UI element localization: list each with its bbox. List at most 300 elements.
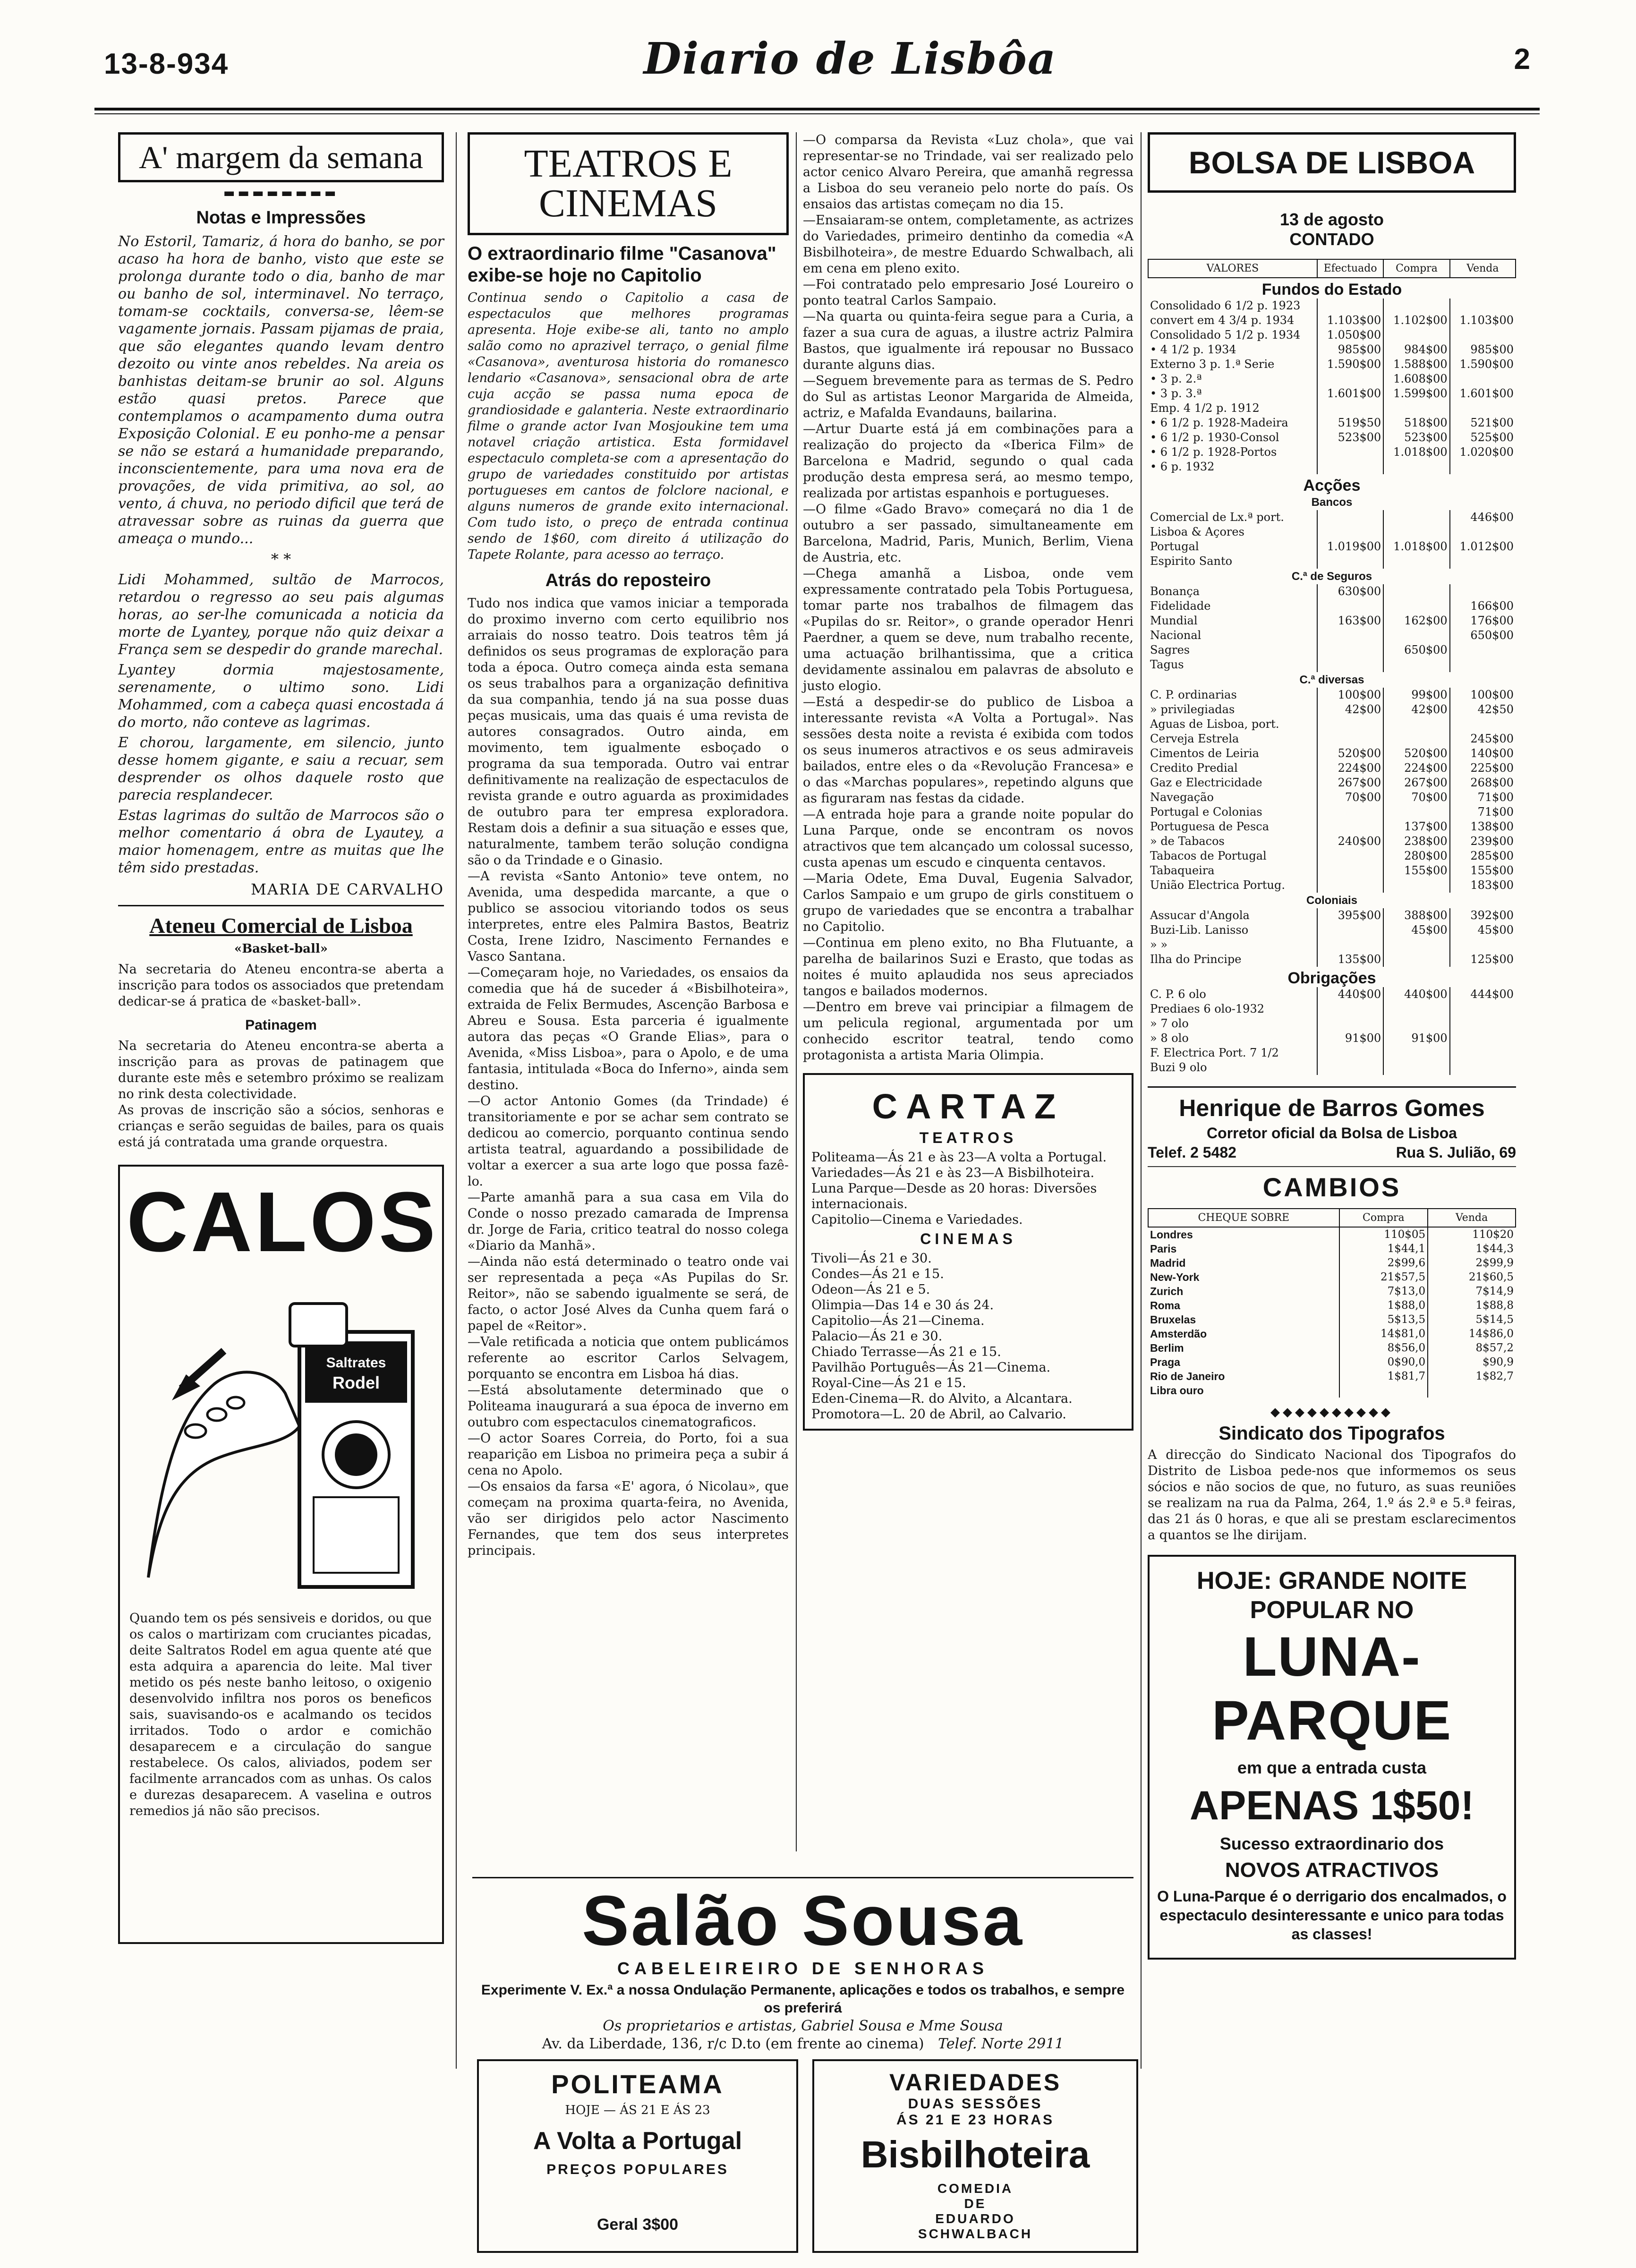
row-value: 163$00 bbox=[1317, 614, 1383, 628]
cartaz-teatros-label: TEATROS bbox=[919, 1129, 1017, 1146]
casanova-headline: O extraordinario filme "Casanova" exibe-se hoje no Capitolio bbox=[468, 243, 776, 286]
row-value bbox=[1317, 510, 1383, 525]
table-row bbox=[1148, 1060, 1516, 1075]
luna-price: APENAS 1$50! bbox=[1189, 1783, 1474, 1829]
row-value: 155$00 bbox=[1383, 863, 1449, 878]
row-value bbox=[1383, 460, 1449, 474]
row-value bbox=[1317, 732, 1383, 746]
row-label: • 6 1/2 p. 1930-Consol bbox=[1150, 431, 1279, 444]
reposteiro-paragraph: —Está absolutamente determinado que o Politeama inaugurará a sua época de inverno em outubro com espectaculos cinematograficos. bbox=[468, 1383, 789, 1430]
row-value: 224$00 bbox=[1317, 761, 1383, 776]
row-value: 1.588$00 bbox=[1383, 357, 1449, 372]
cambio-row bbox=[1148, 1341, 1516, 1355]
row-value: 1$88,8 bbox=[1428, 1298, 1516, 1313]
row-value: 267$00 bbox=[1317, 776, 1383, 790]
margem-subheading: Notas e Impressões bbox=[196, 208, 366, 228]
row-value: 523$00 bbox=[1317, 430, 1383, 445]
reposteiro-paragraph: —O actor Antonio Gomes (da Trindade) é transitoriamente e por se achar sem contrato se dedicou ao comercio, porquanto continua sendo artista teatral, aguardando a possibilidade de voltar a exercer a sua arte logo que possa fazê-lo. bbox=[468, 1094, 789, 1189]
row-value bbox=[1450, 328, 1516, 342]
table-row bbox=[1148, 849, 1516, 863]
row-label: Roma bbox=[1150, 1299, 1180, 1312]
row-value: 135$00 bbox=[1317, 952, 1383, 967]
table-row bbox=[1148, 1046, 1516, 1060]
row-value: 1.601$00 bbox=[1450, 386, 1516, 401]
reposteiro-paragraph: —A revista «Santo Antonio» teve ontem, no Avenida, uma despedida marcante, a que o publico se associou vitoriando todos os seus interpretes, entre eles Palmira Bastos, Beatriz Costa, Irene Izidro, Nascimento Fernandes e Vasco Santana. bbox=[468, 869, 789, 964]
row-label: Consolidado 5 1/2 p. 1934 bbox=[1150, 328, 1301, 341]
masthead-rule-thin bbox=[94, 113, 1540, 114]
separator-stars: * * bbox=[271, 550, 291, 568]
row-value bbox=[1383, 525, 1449, 539]
table-row bbox=[1148, 445, 1516, 460]
table-row bbox=[1148, 805, 1516, 819]
row-value: $90,9 bbox=[1428, 1355, 1516, 1369]
row-label: C. P. 6 olo bbox=[1150, 988, 1206, 1001]
table-row bbox=[1148, 460, 1516, 474]
row-value bbox=[1317, 643, 1383, 657]
row-value bbox=[1317, 554, 1383, 569]
table-row bbox=[1148, 776, 1516, 790]
row-value: 91$00 bbox=[1383, 1031, 1449, 1046]
subsection-heading-label: C.ª diversas bbox=[1299, 674, 1364, 686]
row-value: 395$00 bbox=[1317, 908, 1383, 923]
row-value: 162$00 bbox=[1383, 614, 1449, 628]
row-value: 100$00 bbox=[1450, 688, 1516, 702]
row-value bbox=[1450, 938, 1516, 952]
column-divider bbox=[796, 132, 797, 1851]
salao-title: Salão Sousa bbox=[581, 1881, 1024, 1960]
news-paragraph: —Chega amanhã a Lisboa, onde vem expressamente contratado pela Tobis Portuguesa, tomar parte nos trabalhos de filmagem das «Pupilas do sr. Reitor», o grande operador Henri Paerdner, a quem se deve, num trabalho recente, uma actuação brilhantissima, que a critica devidamente assinalou em palavras de absoluto e justo elogio. bbox=[803, 566, 1133, 693]
row-label: convert em 4 3/4 p. 1934 bbox=[1150, 314, 1295, 327]
calos-text: Quando tem os pés sensiveis e doridos, ou que os calos o martirizam com cruciantes picadas, deite Saltratos Rodel em agua quente até que esta adquira a aparencia do leite. Mal tiver metido os pés neste banho leitoso, o oxigenio desenvolvido infiltra nos poros os beneficos sais, suavisando-os e acalmando os tecidos irritados. Todo o ardor e comichão desaparecem e a circulação do sangue restabelece. Os calos, aliviados, podem ser facilmente arrancados com as unhas. Os calos e durezas desaparecem. A vaselina e outros remedios já não são precisos. bbox=[129, 1611, 432, 1818]
row-value: 650$00 bbox=[1450, 628, 1516, 643]
cartaz-entry: Eden-Cinema—R. do Alvito, a Alcantara. bbox=[811, 1391, 1073, 1406]
newspaper-title: Diario de Lisbôa bbox=[643, 33, 1057, 84]
table-row bbox=[1148, 717, 1516, 732]
row-value: 1.018$00 bbox=[1383, 445, 1449, 460]
row-value bbox=[1450, 1016, 1516, 1031]
row-value: 140$00 bbox=[1450, 746, 1516, 761]
row-value bbox=[1317, 863, 1383, 878]
row-value: 71$00 bbox=[1450, 790, 1516, 805]
page-number: 2 bbox=[1514, 43, 1530, 76]
subsection-heading-label: C.ª de Seguros bbox=[1291, 570, 1372, 583]
row-value: 99$00 bbox=[1383, 688, 1449, 702]
row-value: 1.601$00 bbox=[1317, 386, 1383, 401]
row-value: 7$13,0 bbox=[1339, 1284, 1428, 1298]
row-value: 225$00 bbox=[1450, 761, 1516, 776]
salao-address-text: Av. da Liberdade, 136, r/c D.to (em frente ao cinema) bbox=[542, 2036, 924, 2052]
row-value bbox=[1383, 298, 1449, 313]
row-value: 91$00 bbox=[1317, 1031, 1383, 1046]
row-value bbox=[1450, 554, 1516, 569]
row-value: 650$00 bbox=[1383, 643, 1449, 657]
table-row bbox=[1148, 1031, 1516, 1046]
row-value: 70$00 bbox=[1317, 790, 1383, 805]
row-value bbox=[1317, 1060, 1383, 1075]
table-row bbox=[1148, 386, 1516, 401]
row-value: 2$99,9 bbox=[1428, 1256, 1516, 1270]
row-value: 21$60,5 bbox=[1428, 1270, 1516, 1284]
henrique-phone: Telef. 2 5482 bbox=[1148, 1144, 1236, 1161]
row-value bbox=[1317, 401, 1383, 416]
col-efectuado: Efectuado bbox=[1317, 259, 1383, 278]
row-value bbox=[1383, 732, 1449, 746]
table-row bbox=[1148, 510, 1516, 525]
reposteiro-paragraph: Tudo nos indica que vamos iniciar a temporada do proximo inverno com certo equilibrio nos arraiais do nosso teatro. Dois teatros têm já definidos os seus programas de exploração para toda a época. Outro começa ainda esta semana os seus trabalhos para a organização definitiva da sua companhia, tendo já na sua posse duas peças musicais, uma das quais é uma revista de autores consagrados. Outro ainda, em movimento, tem igualmente esboçado o programa da sua temporada. Outro vai entrar definitivamente na realização de espectaculos de revista grande e outro aguarda as proximidades de outubro para ter empresa exploradora. Restam dois a definir a sua situação e esses que, naturalmente, tambem terão solução condigna são o da Trindade e o Ginasio. bbox=[468, 596, 789, 868]
section-heading-label: Fundos do Estado bbox=[1261, 281, 1402, 298]
news-paragraph: —Foi contratado pelo empresario José Loureiro o ponto teatral Carlos Sampaio. bbox=[803, 277, 1133, 308]
row-value bbox=[1317, 1046, 1383, 1060]
salao-line: Os proprietarios e artistas, Gabriel Sousa e Mme Sousa bbox=[603, 2018, 1003, 2034]
foot-illustration-icon bbox=[129, 1275, 432, 1596]
row-value: 45$00 bbox=[1450, 923, 1516, 938]
news-paragraph: —Seguem brevemente para as termas de S. Pedro do Sul as artistas Leonor Margarida de Almeida, actriz, e Mafalda Evandauns, bailarina. bbox=[803, 374, 1133, 420]
subsection-heading bbox=[1148, 672, 1516, 688]
subsection-heading bbox=[1148, 569, 1516, 584]
section-heading-label: Obrigações bbox=[1287, 969, 1376, 987]
row-value: 521$00 bbox=[1450, 416, 1516, 430]
row-value: 518$00 bbox=[1383, 416, 1449, 430]
row-value: 519$50 bbox=[1317, 416, 1383, 430]
row-value bbox=[1383, 717, 1449, 732]
row-label: Rio de Janeiro bbox=[1150, 1370, 1225, 1382]
row-label: Madrid bbox=[1150, 1257, 1186, 1269]
row-value bbox=[1383, 878, 1449, 893]
row-label: F. Electrica Port. 7 1/2 bbox=[1150, 1046, 1279, 1059]
row-label: Aguas de Lisboa, port. bbox=[1150, 717, 1279, 731]
section-rule bbox=[118, 905, 444, 906]
row-value bbox=[1383, 1060, 1449, 1075]
variedades-line: COMEDIA bbox=[937, 2181, 1014, 2196]
henrique-role: Corretor oficial da Bolsa de Lisboa bbox=[1207, 1125, 1457, 1142]
salao-subtitle: CABELEIREIRO DE SENHORAS bbox=[617, 1959, 989, 1978]
row-value: 100$00 bbox=[1317, 688, 1383, 702]
row-value: 1.020$00 bbox=[1450, 445, 1516, 460]
row-label: Navegação bbox=[1150, 791, 1214, 804]
row-label: Nacional bbox=[1150, 629, 1201, 642]
col-venda: Venda bbox=[1450, 259, 1516, 278]
margem-heading: A' margem da semana bbox=[118, 132, 444, 182]
luna-line: O Luna-Parque é o derrigario dos encalmados, o espectaculo desinteressante e unico para todas as classes! bbox=[1157, 1888, 1507, 1943]
row-value bbox=[1450, 298, 1516, 313]
row-value bbox=[1383, 628, 1449, 643]
table-row bbox=[1148, 628, 1516, 643]
politeama-head: POLITEAMA bbox=[551, 2069, 724, 2099]
row-value bbox=[1383, 1016, 1449, 1031]
row-value: 267$00 bbox=[1383, 776, 1449, 790]
cambio-row bbox=[1148, 1242, 1516, 1256]
politeama-line: HOJE — ÁS 21 E ÁS 23 bbox=[565, 2103, 710, 2117]
column-divider bbox=[456, 132, 457, 2069]
luna-line: NOVOS ATRACTIVOS bbox=[1225, 1859, 1439, 1882]
cartaz-teatros-list bbox=[811, 1150, 1125, 1228]
table-row bbox=[1148, 554, 1516, 569]
cartaz-entry: Promotora—L. 20 de Abril, ao Calvario. bbox=[811, 1407, 1066, 1422]
row-label: Tabaqueira bbox=[1150, 864, 1215, 877]
column-3 bbox=[803, 132, 1133, 1431]
row-label: Tabacos de Portugal bbox=[1150, 849, 1267, 862]
row-value: 1.050$00 bbox=[1317, 328, 1383, 342]
ateneu-paragraph: Na secretaria do Ateneu encontra-se aberta a inscrição para as provas de patinagem que durante este mês e setembro próximo se realizam no rink desta colectividade. bbox=[118, 1039, 444, 1101]
variedades-advertisement bbox=[812, 2059, 1138, 2253]
row-label: Gaz e Electricidade bbox=[1150, 776, 1262, 789]
row-label: Paris bbox=[1150, 1243, 1177, 1255]
row-value bbox=[1450, 643, 1516, 657]
table-row bbox=[1148, 688, 1516, 702]
row-value: 5$14,5 bbox=[1428, 1313, 1516, 1327]
row-value: 520$00 bbox=[1317, 746, 1383, 761]
news-paragraph: —Artur Duarte está já em combinações para a realização do projecto da «Iberica Film» de Barcelona e Madrid, segundo o qual cada produção desta empresa será, ao mesmo tempo, realizada por artistas espanhois e portugueses. bbox=[803, 422, 1133, 501]
row-label: Berlim bbox=[1150, 1342, 1184, 1354]
row-label: Comercial de Lx.ª port. bbox=[1150, 511, 1284, 524]
margem-paragraph: Lidi Mohammed, sultão de Marrocos, retardou o regresso ao seu pais algumas horas, ao ser-lhe comunicada a noticia da morte de Lyantey, porque não quiz deixar a França sem se despedir do grande marechal. bbox=[118, 571, 444, 658]
cambios-title: CAMBIOS bbox=[1262, 1172, 1401, 1202]
row-label: Libra ouro bbox=[1150, 1384, 1204, 1397]
table-row bbox=[1148, 987, 1516, 1002]
cartaz-entry: Condes—Ás 21 e 15. bbox=[811, 1267, 944, 1281]
row-value: 285$00 bbox=[1450, 849, 1516, 863]
row-value: 1.018$00 bbox=[1383, 539, 1449, 554]
masthead-rule bbox=[94, 108, 1540, 111]
table-row bbox=[1148, 430, 1516, 445]
margem-paragraph: Estas lagrimas do sultão de Marrocos são o melhor comentario á obra de Lyautey, a maior homenagem, entre as muitas que lhe têm sido prestadas. bbox=[118, 807, 444, 876]
cambios-table-body bbox=[1148, 1227, 1516, 1398]
row-value bbox=[1317, 628, 1383, 643]
row-value: 42$00 bbox=[1383, 702, 1449, 717]
row-label: » 8 olo bbox=[1150, 1032, 1189, 1045]
row-label: Praga bbox=[1150, 1356, 1180, 1368]
row-value: 8$57,2 bbox=[1428, 1341, 1516, 1355]
row-label: Bonança bbox=[1150, 585, 1200, 598]
table-row bbox=[1148, 525, 1516, 539]
row-value: 1$81,7 bbox=[1339, 1369, 1428, 1383]
row-value bbox=[1317, 298, 1383, 313]
news-paragraph: —Dentro em breve vai principiar a filmagem de um pelicula regional, argumentada por um conhecido escritor teatral, tendo como protagonista a artista Maria Olimpia. bbox=[803, 1000, 1133, 1063]
row-label: Buzi-Lib. Lanisso bbox=[1150, 923, 1249, 937]
column-4 bbox=[1148, 132, 1516, 1960]
row-value bbox=[1317, 525, 1383, 539]
row-value: 240$00 bbox=[1317, 834, 1383, 849]
table-row bbox=[1148, 938, 1516, 952]
row-value: 440$00 bbox=[1317, 987, 1383, 1002]
row-value: 525$00 bbox=[1450, 430, 1516, 445]
variedades-title: Bisbilhoteira bbox=[861, 2133, 1090, 2175]
politeama-footer: Geral 3$00 bbox=[596, 2216, 679, 2234]
row-value bbox=[1383, 805, 1449, 819]
row-value: 446$00 bbox=[1450, 510, 1516, 525]
row-value bbox=[1450, 717, 1516, 732]
calos-advertisement bbox=[118, 1165, 444, 1944]
table-row bbox=[1148, 923, 1516, 938]
row-value bbox=[1383, 401, 1449, 416]
subsection-heading bbox=[1148, 893, 1516, 908]
luna-parque-advertisement bbox=[1148, 1555, 1516, 1960]
henrique-address: Rua S. Julião, 69 bbox=[1396, 1144, 1516, 1161]
cartaz-entry: Chiado Terrasse—Ás 21 e 15. bbox=[811, 1345, 1001, 1359]
margem-paragraph: Lyantey dormia majestosamente, serenamente, o ultimo sono. Lidi Mohammed, com a cabeça quasi encostada á do morto, não conteve as lagrimas. bbox=[118, 662, 444, 731]
table-row bbox=[1148, 342, 1516, 357]
row-value bbox=[1383, 938, 1449, 952]
row-value: 440$00 bbox=[1383, 987, 1449, 1002]
row-value bbox=[1450, 372, 1516, 386]
bolsa-date: 13 de agosto bbox=[1279, 210, 1384, 229]
table-row bbox=[1148, 863, 1516, 878]
news-paragraph: —Ensaiaram-se ontem, completamente, as actrizes do Variedades, primeiro dentinho da comedia «A Bisbilhoteira», de mestre Eduardo Schwalbach, ali em cena em pleno exito. bbox=[803, 213, 1133, 276]
table-row bbox=[1148, 657, 1516, 672]
row-label: » privilegiadas bbox=[1150, 703, 1235, 716]
row-value: 155$00 bbox=[1450, 863, 1516, 878]
cartaz-entry: Palacio—Ás 21 e 30. bbox=[811, 1329, 943, 1344]
row-value: 1.599$00 bbox=[1383, 386, 1449, 401]
cartaz-entry: Capitolio—Cinema e Variedades. bbox=[811, 1212, 1023, 1227]
row-value: 42$50 bbox=[1450, 702, 1516, 717]
cambio-row bbox=[1148, 1270, 1516, 1284]
row-value: 1.103$00 bbox=[1317, 313, 1383, 328]
row-label: • 6 1/2 p. 1928-Madeira bbox=[1150, 416, 1288, 429]
ateneu-paragraph: As provas de inscrição são a sócios, senhoras e crianças e serão seguidas de bailes, para os quais está já contratada uma grande orquestra. bbox=[118, 1103, 444, 1150]
margem-paragraph: E chorou, largamente, em silencio, junto desse homem gigante, e saiu a recuar, sem desprender os olhos daquele rosto que parecia resplandecer. bbox=[118, 734, 444, 803]
row-value: 630$00 bbox=[1317, 584, 1383, 599]
row-value: 70$00 bbox=[1383, 790, 1449, 805]
row-value: 985$00 bbox=[1450, 342, 1516, 357]
row-label: Externo 3 p. 1.ª Serie bbox=[1150, 358, 1275, 371]
decorative-rule: ◆◆◆◆◆◆◆◆◆◆ bbox=[1270, 1405, 1393, 1419]
subsection-heading-label: Coloniais bbox=[1306, 894, 1357, 907]
row-label: Portugal e Colonias bbox=[1150, 805, 1262, 819]
news-paragraph: —A entrada hoje para a grande noite popular do Luna Parque, onde se encontram os novos atractivos que tem alcançado um colossal sucesso, custa apenas um escudo e cinquenta centavos. bbox=[803, 807, 1133, 870]
issue-date: 13-8-934 bbox=[104, 48, 229, 80]
col-venda: Venda bbox=[1428, 1209, 1516, 1227]
luna-name: LUNA-PARQUE bbox=[1211, 1625, 1452, 1752]
row-value bbox=[1383, 328, 1449, 342]
cartaz-title: CARTAZ bbox=[872, 1087, 1065, 1126]
table-row bbox=[1148, 1016, 1516, 1031]
row-value: 1$82,7 bbox=[1428, 1369, 1516, 1383]
row-value bbox=[1317, 657, 1383, 672]
luna-line: em que a entrada custa bbox=[1237, 1758, 1427, 1778]
row-value: 1$88,0 bbox=[1339, 1298, 1428, 1313]
row-value: 239$00 bbox=[1450, 834, 1516, 849]
news-paragraph: —O comparsa da Revista «Luz chola», que vai representar-se no Trindade, vai ser realizado pelo actor cenico Alvaro Pereira, que amanhã regressa a Lisboa do seu veraneio pelo norte do país. Os ensaios das artistas começam no dia 15. bbox=[803, 133, 1133, 212]
bolsa-table-body bbox=[1148, 278, 1516, 1075]
sindicato-title: Sindicato dos Tipografos bbox=[1218, 1423, 1445, 1444]
row-value: 520$00 bbox=[1383, 746, 1449, 761]
row-value bbox=[1317, 460, 1383, 474]
row-value: 984$00 bbox=[1383, 342, 1449, 357]
cambio-row bbox=[1148, 1355, 1516, 1369]
row-value bbox=[1450, 1060, 1516, 1075]
section-rule bbox=[472, 1877, 1133, 1878]
row-value: 1.608$00 bbox=[1383, 372, 1449, 386]
row-value bbox=[1317, 717, 1383, 732]
cartaz-cinemas-list bbox=[811, 1251, 1125, 1422]
row-label: Assucar d'Angola bbox=[1150, 909, 1250, 922]
row-label: Cerveja Estrela bbox=[1150, 732, 1239, 745]
row-value: 7$14,9 bbox=[1428, 1284, 1516, 1298]
news-paragraph: —O filme «Gado Bravo» começará no dia 1 de outubro a ser passado, simultaneamente em Barcelona, Madrid, Paris, Munich, Berlim, Viena de Austria, etc. bbox=[803, 502, 1133, 565]
bolsa-banner: BOLSA DE LISBOA bbox=[1148, 132, 1516, 193]
reposteiro-paragraph: —Os ensaios da farsa «E' agora, ó Nicolau», que começam na proxima quarta-feira, no Avenida, vão ser dirigidos pelo actor Nascimento Fernandes, que tem dos seus interpretes principais. bbox=[468, 1479, 789, 1558]
subsection-heading bbox=[1148, 495, 1516, 510]
row-value: 224$00 bbox=[1383, 761, 1449, 776]
ateneu-paragraph: Na secretaria do Ateneu encontra-se aberta a inscrição para todos os associados que pretendam dedicar-se á pratica de «basket-ball». bbox=[118, 962, 444, 1009]
cartaz-entry: Royal-Cine—Ás 21 e 15. bbox=[811, 1376, 966, 1390]
section-heading-label: Acções bbox=[1303, 477, 1361, 495]
ateneu-patinagem-heading: Patinagem bbox=[245, 1017, 317, 1033]
row-label: União Electrica Portug. bbox=[1150, 878, 1285, 892]
row-label: Londres bbox=[1150, 1228, 1193, 1241]
row-value bbox=[1317, 445, 1383, 460]
row-value bbox=[1317, 372, 1383, 386]
cartaz-entry: Variedades—Ás 21 e às 23—A Bisbilhoteira. bbox=[811, 1166, 1095, 1180]
reposteiro-heading: Atrás do reposteiro bbox=[545, 571, 711, 590]
ateneu-subheading: «Basket-ball» bbox=[234, 942, 328, 956]
salao-phone: Telef. Norte 2911 bbox=[938, 2036, 1064, 2052]
row-label: • 6 p. 1932 bbox=[1150, 460, 1215, 473]
row-value: 71$00 bbox=[1450, 805, 1516, 819]
row-value: 238$00 bbox=[1383, 834, 1449, 849]
casanova-text: Continua sendo o Capitolio a casa de espectaculos que melhores programas apresenta. Hoje exibe-se ali, tanto no amplo salão como no aprazivel terraço, o genial filme «Casanova», aventurosa historia do romanesco lendario «Casanova», sensacional obra de arte cuja acção se passa numa epoca de grandiosidade e galanteria. Neste extraordinario filme o grande actor Ivan Mosjoukine tem uma notavel criação artistica. Esta formidavel espectaculo completa-se com a apresentação do grupo de variedades constituido por artistas portugueses em cantos de folclore nacional, e alguns numeros de grande exito internacional. Com tudo isto, o preço de entrada continua sendo de 1$60, com direito á utilização do Tapete Rolante, para acesso ao terraço. bbox=[468, 290, 789, 562]
row-value: 1$44,3 bbox=[1428, 1242, 1516, 1256]
box-label-text: Saltrates bbox=[326, 1355, 386, 1371]
news-paragraph: —Maria Odete, Ema Duval, Eugenia Salvador, Carlos Sampaio e um grupo de girls constituem o grupo de variedades que se encontra a trabalhar no Capitolio. bbox=[803, 871, 1133, 934]
table-row bbox=[1148, 401, 1516, 416]
row-value bbox=[1383, 510, 1449, 525]
row-value: 42$00 bbox=[1317, 702, 1383, 717]
row-value: 14$81,0 bbox=[1339, 1327, 1428, 1341]
news-paragraph: —Na quarta ou quinta-feira segue para a Curia, a fazer a sua cura de aguas, a ilustre actriz Palmira Bastos, que igualmente irá repousar no Bussaco durante alguns dias. bbox=[803, 309, 1133, 372]
row-value: 392$00 bbox=[1450, 908, 1516, 923]
row-value bbox=[1317, 1002, 1383, 1016]
variedades-line: DUAS SESSÕES bbox=[908, 2096, 1043, 2112]
row-value: 985$00 bbox=[1317, 342, 1383, 357]
calos-title: CALOS bbox=[127, 1175, 438, 1270]
col-valores: VALORES bbox=[1148, 259, 1317, 278]
row-value: 137$00 bbox=[1383, 819, 1449, 834]
row-value bbox=[1317, 938, 1383, 952]
henrique-name: Henrique de Barros Gomes bbox=[1179, 1095, 1485, 1121]
table-row bbox=[1148, 298, 1516, 313]
row-value bbox=[1450, 1031, 1516, 1046]
politeama-prices: PREÇOS POPULARES bbox=[546, 2162, 729, 2177]
table-row bbox=[1148, 952, 1516, 967]
variedades-line: SCHWALBACH bbox=[918, 2226, 1033, 2241]
table-row bbox=[1148, 761, 1516, 776]
row-value bbox=[1428, 1383, 1516, 1398]
row-label: Emp. 4 1/2 p. 1912 bbox=[1150, 401, 1260, 415]
reposteiro-paragraph: —Parte amanhã para a sua casa em Vila do Conde o nosso prezado camarada de Imprensa dr. Jorge de Faria, critico teatral do nosso colega «Diario da Manhã». bbox=[468, 1190, 789, 1253]
section-heading bbox=[1148, 967, 1516, 987]
table-row bbox=[1148, 732, 1516, 746]
cartaz-entry: Capitolio—Ás 21—Cinema. bbox=[811, 1313, 985, 1328]
cambio-row bbox=[1148, 1256, 1516, 1270]
variedades-head: VARIEDADES bbox=[889, 2069, 1062, 2096]
luna-line: Sucesso extraordinario dos bbox=[1219, 1834, 1444, 1854]
row-label: Espirito Santo bbox=[1150, 554, 1233, 568]
row-value bbox=[1450, 1046, 1516, 1060]
section-heading bbox=[1148, 474, 1516, 495]
row-value: 21$57,5 bbox=[1339, 1270, 1428, 1284]
row-value bbox=[1383, 554, 1449, 569]
teatros-banner: TEATROS E CINEMAS bbox=[468, 132, 789, 235]
box-label-text: Rodel bbox=[332, 1373, 380, 1392]
col-cheque: CHEQUE SOBRE bbox=[1148, 1209, 1339, 1227]
cartaz-entry: Luna Parque—Desde as 20 horas: Diversões internacionais. bbox=[811, 1181, 1097, 1211]
cambio-row bbox=[1148, 1227, 1516, 1242]
row-value bbox=[1317, 819, 1383, 834]
table-row bbox=[1148, 834, 1516, 849]
row-label: Amsterdão bbox=[1150, 1328, 1207, 1340]
